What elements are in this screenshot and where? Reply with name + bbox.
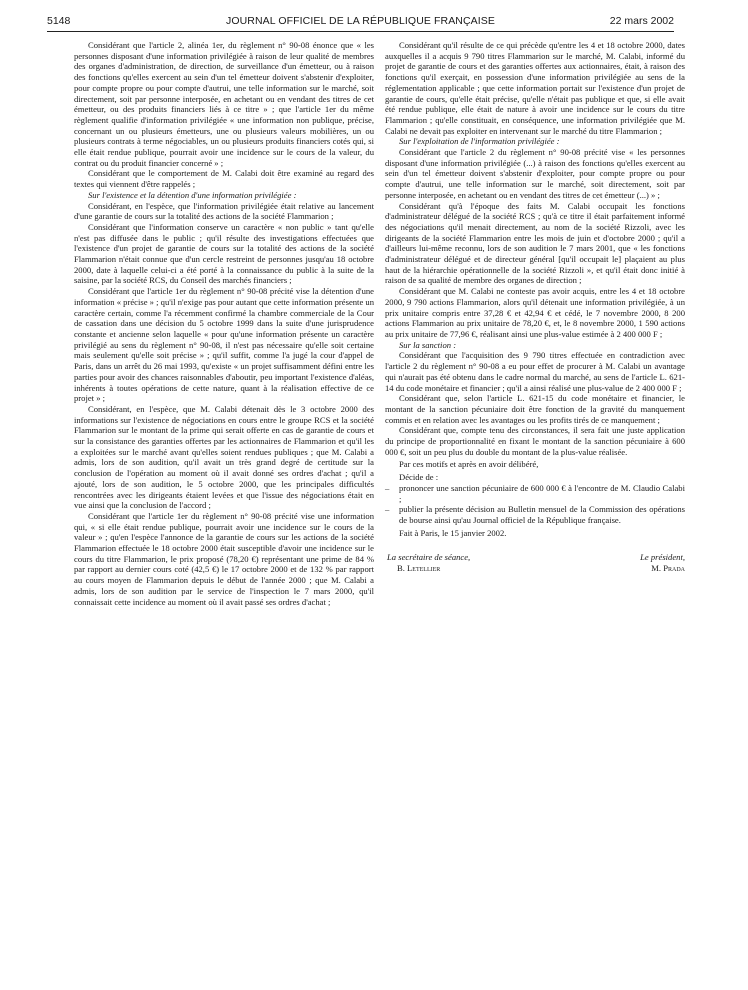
paragraph: Considérant qu'à l'époque des faits M. Calabi occupait les fonctions d'administrateur délégué de la société RCS ; qu'à ce titre il était parfaitement informé des négociations qu'il menait directement, au nom de la société Rizzoli, avec les dirigeants de la société Flammarion entre les mois de juin et d'octobre 2000 ; qu'il a d'ailleurs lui-même reconnu, lors de son audition le 7 mars 2001, que « les fonctions d'administrateur délégué et de directeur général [qu'il occupait le] plaçaient au plus haut de la hiérarchie opérationnelle de la société Rizzoli », et qu'il était donc initié à raison de sa qualité de membre des organes de direction ; (385, 200, 685, 286)
left-column (74, 40, 374, 607)
paragraph: Considérant que l'information conserve un caractère « non public » tant qu'elle n'est pas diffusée dans le public ; qu'il résulte des investigations effectuées que l'existence d'un projet de garantie de cours sur la totalité des actions de la société Flammarion n'était connue que d'un cercle restreint de personnes jusqu'au 18 octobre 2000, date à laquelle celui-ci a été porté à la connaissance du public à la suite de la saisine, par la société RCS, du Conseil des marchés financiers ; (74, 221, 374, 286)
paragraph: Considérant, en l'espèce, que M. Calabi détenait dès le 3 octobre 2000 des informations sur l'existence de négociations en cours entre le groupe RCS et la société Flammarion sur le montant de la prime qui serait offerte en cas de garantie de cours et sur la consistance des garanties offertes par les actionnaires de Flammarion et qu'il les a exploitées sur le marché avant qu'elles soient rendues publiques ; que M. Calabi a admis, lors de son audition, qu'il avait un très grand degré de certitude sur la conclusion de l'opération au moment où il avait donné ses ordres d'achat ; qu'il a ajouté, lors de son audition, le 5 octobre 2000, que les principales difficultés rencontrées avec les dirigeants étaient levées et que l'issue des négociations était en vue ainsi que la conclusion de l'accord ; (74, 403, 374, 511)
president-name: M. Prada (651, 563, 685, 574)
paragraph: Considérant, en l'espèce, que l'information privilégiée était relative au lancement d'une garantie de cours sur la totalité des actions de la société Flammarion ; (74, 200, 374, 222)
right-column (385, 40, 685, 574)
paragraph: Décide de : (399, 472, 439, 483)
president-signature (640, 552, 685, 573)
journal-title: JOURNAL OFFICIEL DE LA RÉPUBLIQUE FRANÇAISE (226, 15, 495, 27)
paragraph: Considérant que l'article 2 du règlement n° 90-08 précité vise « les personnes disposant d'une information privilégiée (...) à raison des fonctions qu'elles exercent au sein d'un tel émetteur doivent s'abstenir d'exploiter, pour compte propre ou pour compte d'autrui, une telle information sur le marché, soit directement, soit par personne interposée, en achetant ou en vendant des titres de cet émetteur (...) » ; (385, 147, 685, 200)
paragraph: Considérant que l'article 1er du règlement n° 90-08 précité vise la détention d'une information « précise » ; qu'il n'exige pas pour autant que cette information présente un caractère certain, comme l'a récemment confirmé la chambre commerciale de la Cour de cassation dans une décision du 5 octobre 1999 dans la suite d'une jurisprudence constante et ancienne selon laquelle « pour qu'une information présente un caractère privilégié au sens du règlement n° 90-08, il n'est pas nécessaire qu'elle soit certaine mais seulement qu'elle soit précise » ; qu'il suffit, comme l'a jugé la cour d'appel de Paris, dans un arrêt du 26 mai 1993, qu'existe « un projet suffisamment défini entre les parties pour avoir des chances raisonnables d'aboutir, peu important l'existence d'aléas, inhérents à toutes opérations de cette nature, quant à la réalisation effective de ce projet » ; (74, 286, 374, 404)
secretary-name: B. Letellier (397, 563, 441, 574)
list-item: – prononcer une sanction pécuniaire de 600 000 € à l'encontre de M. Claudio Calabi ; (385, 483, 685, 504)
decision-list (385, 483, 685, 526)
signature-block (385, 552, 685, 573)
section-heading: Sur l'exploitation de l'information privilégiée : (399, 136, 560, 147)
secretary-signature (385, 552, 470, 573)
paragraph: Considérant que l'article 2, alinéa 1er, du règlement n° 90-08 énonce que « les personnes disposant d'une information privilégiée à raison de leur qualité de membres des organes d'administration, de direction, de surveillance d'un émetteur, ou à raison des fonctions qu'elles exercent au sein d'un tel émetteur doivent s'abstenir d'exploiter, pour compte propre ou pour compte d'autrui, une telle information sur le marché, soit directement, soit par personne interposée, en achetant ou en vendant des titres de cet émetteur, ou des produits financiers liés à ce titre » ; que l'article 1er du même règlement qualifie d'information privilégiée « une information non publique, précise, concernant un ou plusieurs émetteurs, une ou plusieurs valeurs mobilières, un ou plusieurs contrats à terme négociables, un ou plusieurs produits financiers cotés qui, si elle était rendue publique, pourrait avoir une incidence sur le cours de la valeur, du contrat ou du produit financier concerné » ; (74, 40, 374, 168)
issue-date: 22 mars 2002 (609, 15, 674, 27)
paragraph: Considérant que l'article 1er du règlement n° 90-08 précité vise une information qui, « si elle était rendue publique, pourrait avoir une incidence sur le cours de la valeur » ; qu'en l'espèce l'annonce de la garantie de cours sur les actions de la société Flammarion effectuée le 18 octobre 2000 était susceptible d'avoir une incidence sur le cours du titre Flammarion, le prix proposé (78,20 €) représentant une prime de 84 % par rapport au dernier cours coté (42,5 €) le 17 octobre 2000 et de 132 % par rapport au cours moyen de Flammarion depuis le début de l'année 2000 ; que M. Calabi a admis, lors de son audition par le service de l'inspection le 7 mars 2000, qu'il connaissait cette incidence au moment où il avait passé ses ordres d'achat ; (74, 510, 374, 607)
list-item: – publier la présente décision au Bulletin mensuel de la Commission des opérations de bourse ainsi qu'au Journal officiel de la République française. (385, 504, 685, 525)
page-number: 5148 (47, 15, 71, 27)
paragraph: Par ces motifs et après en avoir délibéré, (399, 459, 539, 470)
president-role: Le président, (640, 552, 685, 563)
paragraph: Considérant qu'il résulte de ce qui précède qu'entre les 4 et 18 octobre 2000, dates auxquelles il a acquis 9 790 titres Flammarion sur le marché, M. Calabi, informé du projet de garantie de cours et des garanties offertes aux actionnaires, était, à raison des fonctions qu'il exerçait, en possession d'une information privilégiée au sens de la réglementation applicable ; que cette information portait sur l'existence d'un projet de garantie de cours, qu'elle était précise, qu'elle n'était pas publique et que, si elle avait été rendue publique, elle était de nature à avoir une incidence sur le cours du titre Flammarion ; qu'elle constituait, en conséquence, une information privilégiée que M. Calabi ne devait pas exploiter en intervenant sur le marché du titre Flammarion ; (385, 40, 685, 136)
paragraph: Considérant que le comportement de M. Calabi doit être examiné au regard des textes qui viennent d'être rappelés ; (74, 168, 374, 190)
section-heading: Sur la sanction : (399, 339, 457, 350)
paragraph: Considérant que M. Calabi ne conteste pas avoir acquis, entre les 4 et 18 octobre 2000, 9 790 actions Flammarion, alors qu'il détenait une information privilégiée, à un prix unitaire compris entre 37,28 € et 42,94 € et cédé, le 7 novembre 2000, 8 200 actions Flammarion au prix unitaire de 78,20 €, et, le 8 novembre 2000, 1 590 actions au prix unitaire de 77,96 €, réalisant ainsi une plus-value estimée à 2 400 000 F ; (385, 286, 685, 339)
page-header (47, 14, 674, 28)
section-heading: Sur l'existence et la détention d'une information privilégiée : (88, 189, 297, 200)
paragraph: Considérant que, compte tenu des circonstances, il sera fait une juste application du principe de proportionnalité en fixant le montant de la sanction pécuniaire à 600 000 €, soit un peu plus du double du montant de la plus-value réalisée. (385, 425, 685, 457)
header-rule (47, 31, 674, 32)
secretary-role: La secrétaire de séance, (387, 552, 471, 563)
paragraph: Considérant que, selon l'article L. 621-15 du code monétaire et financier, le montant de la sanction pécuniaire doit être fonction de la gravité du manquement commis et en relation avec les avantages ou les profits tirés de ce manquement ; (385, 393, 685, 425)
closing-line: Fait à Paris, le 15 janvier 2002. (399, 527, 507, 538)
paragraph: Considérant que l'acquisition des 9 790 titres effectuée en contradiction avec l'article 2 du règlement n° 90-08 a eu pour effet de procurer à M. Calabi un avantage qui n'aurait pas été obtenu dans le cadre normal du marché, au sens de l'article L. 621-14 du code monétaire et financier ; qu'il a ainsi réalisé une plus-value de 2 400 000 F ; (385, 350, 685, 393)
